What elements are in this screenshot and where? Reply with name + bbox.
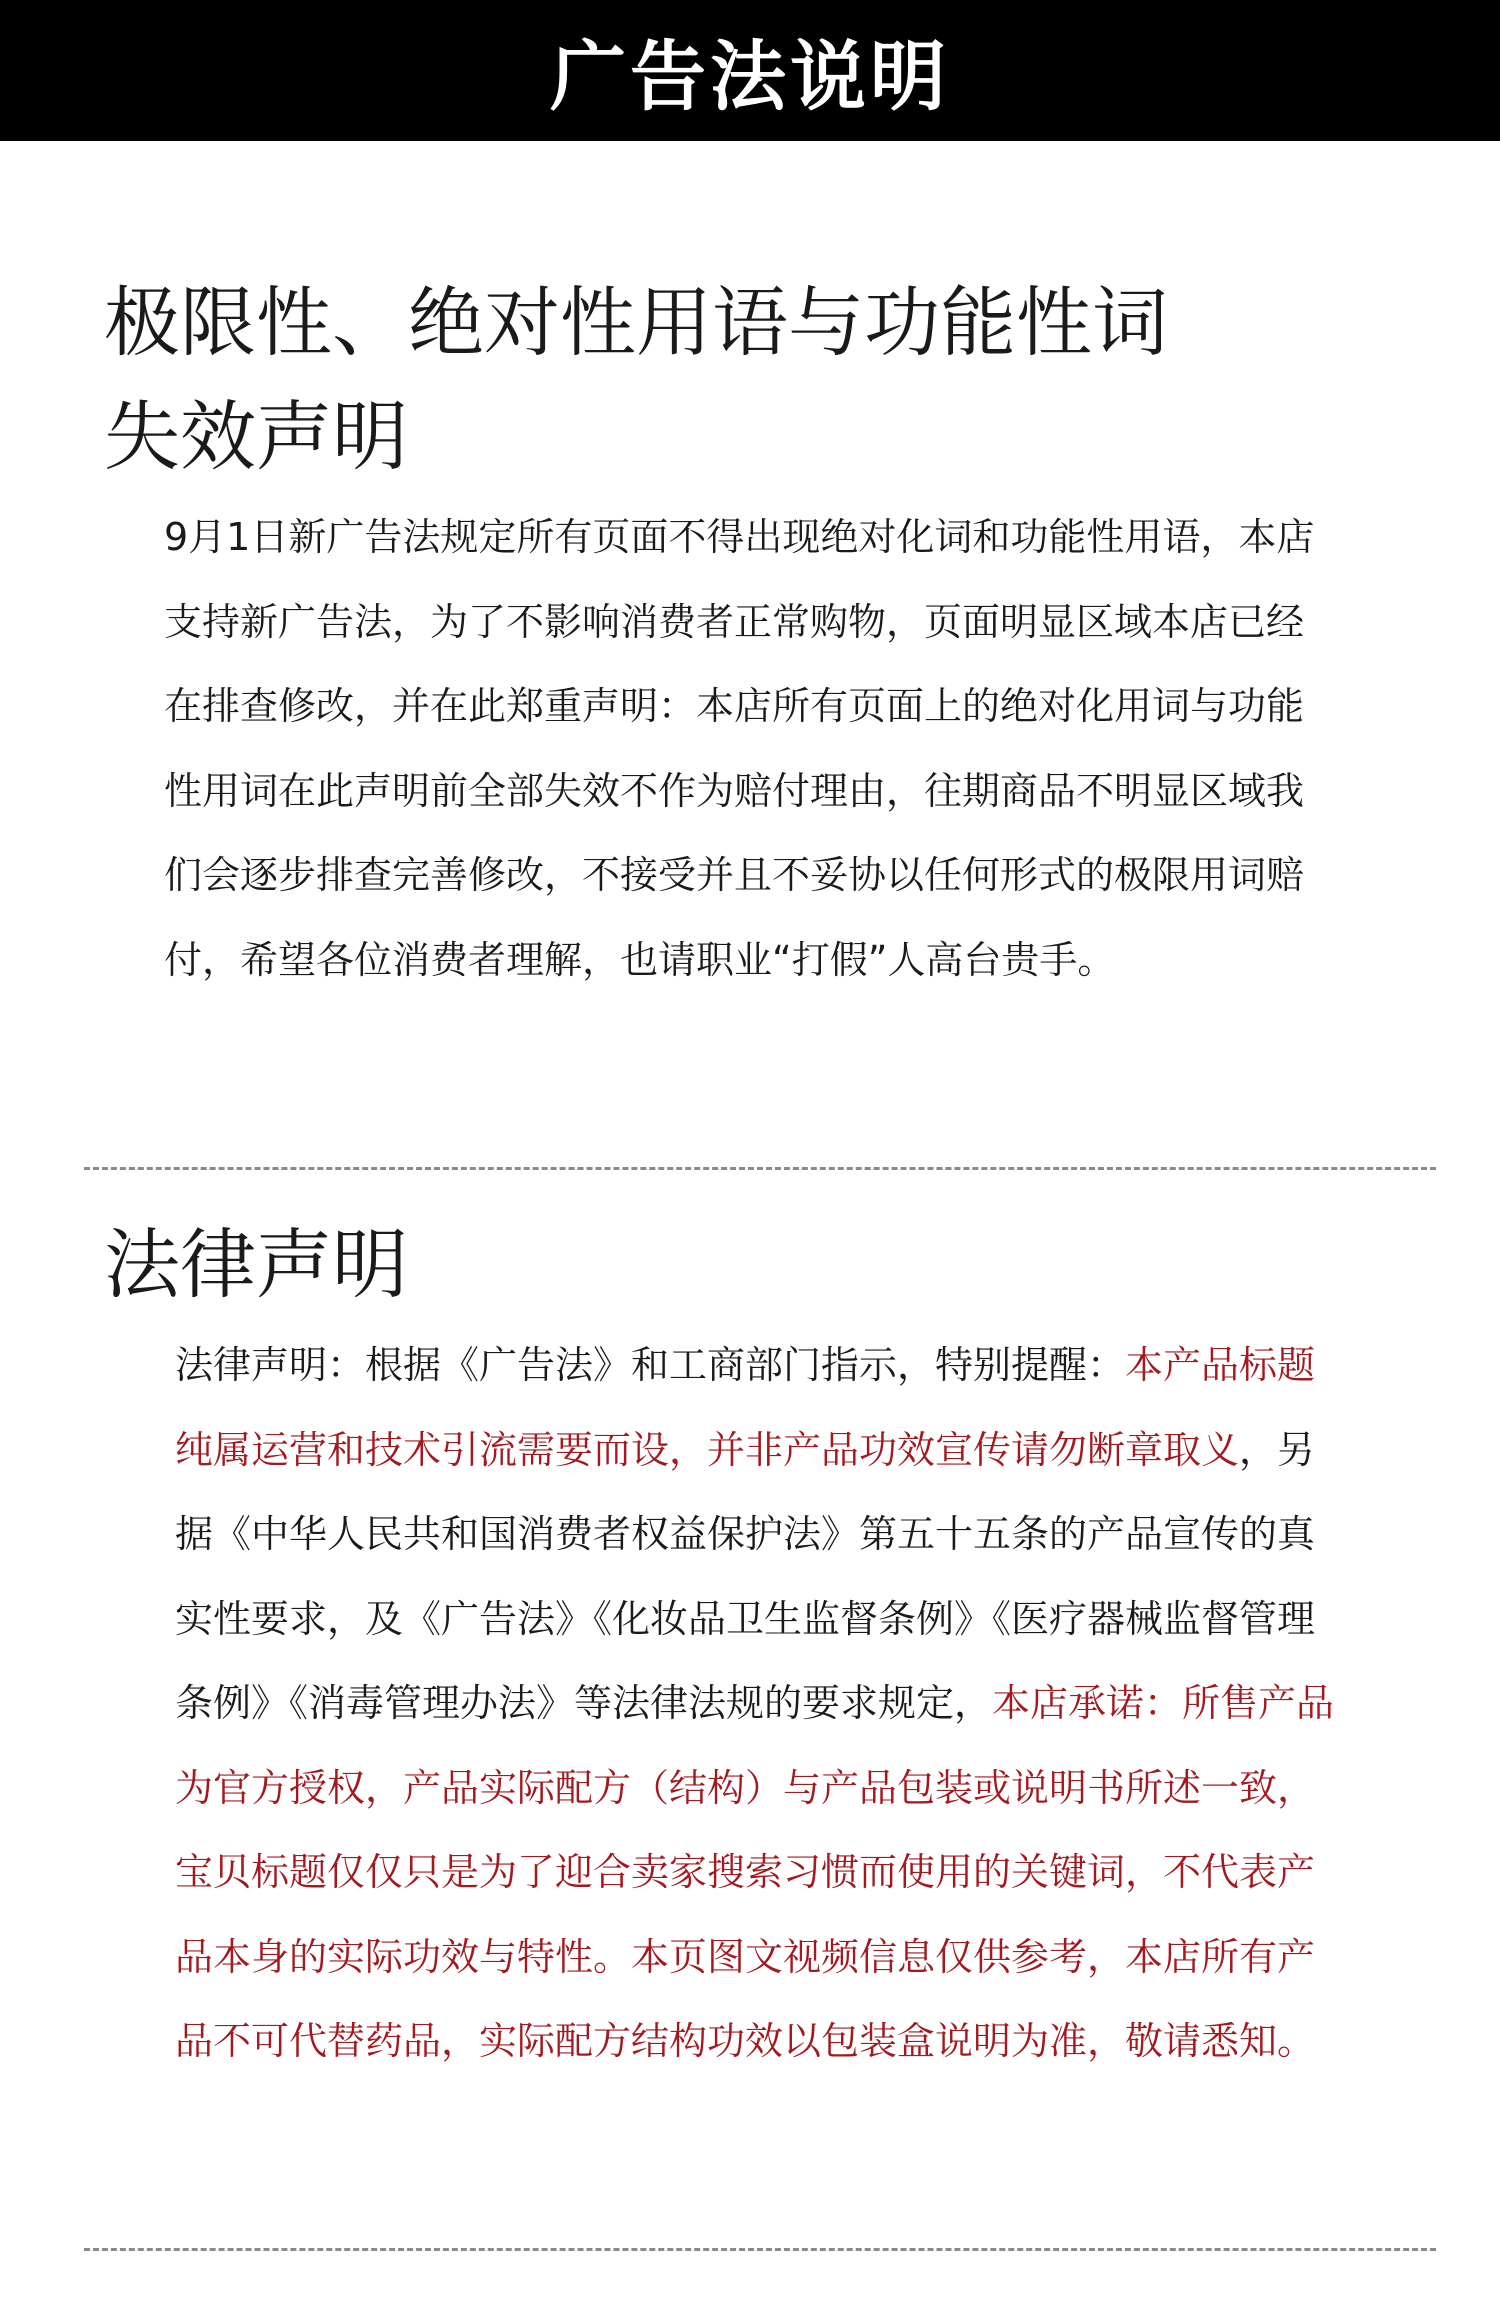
- section-divider: [84, 1167, 1436, 1170]
- legal-text-law-references: ，另据《中华人民共和国消费者权益保护法》第五十五条的产品宣传的真实性要求，及《广告法》《化妆品卫生监督条例》《医疗器械监督管理条例》《消毒管理办法》等法律法规的要求规定，: [175, 1427, 1316, 1725]
- section-title-legal: 法律声明: [104, 1220, 408, 1309]
- legal-paragraph: [175, 1323, 1335, 2084]
- legal-text-highlight-title: 本产品标题纯属运营和技术引流需要而设，并非产品功效宣传请勿断章取义: [175, 1343, 1316, 1472]
- section-title-disclaimer-line1: 极限性、绝对性用语与功能性词: [104, 278, 1168, 367]
- page-header: [0, 0, 1500, 141]
- page-title: 广告法说明: [550, 32, 950, 121]
- section-divider: [84, 2248, 1436, 2251]
- disclaimer-paragraph: 9月1日新广告法规定所有页面不得出现绝对化词和功能性用语，本店支持新广告法，为了不影响消费者正常购物，页面明显区域本店已经在排查修改，并在此郑重声明：本店所有页面上的绝对化用词与功能性用词在此声明前全部失效不作为赔付理由，往期商品不明显区域我们会逐步排查完善修改，不接受并且不妥协以任何形式的极限用词赔付，希望各位消费者理解，也请职业“打假”人高台贵手。: [164, 515, 1315, 982]
- legal-text-highlight-promise: 本店承诺：所售产品为官方授权，产品实际配方（结构）与产品包装或说明书所述一致，宝贝标题仅仅只是为了迎合卖家搜索习惯而使用的关键词，不代表产品本身的实际功效与特性。本页图文视频信息仅供参考，本店所有产品不可代替药品，实际配方结构功效以包装盒说明为准，敬请悉知。: [175, 1681, 1335, 2063]
- legal-text-intro: 法律声明：根据《广告法》和工商部门指示，特别提醒：: [175, 1343, 1126, 1387]
- section-title-disclaimer-line2: 失效声明: [104, 392, 408, 481]
